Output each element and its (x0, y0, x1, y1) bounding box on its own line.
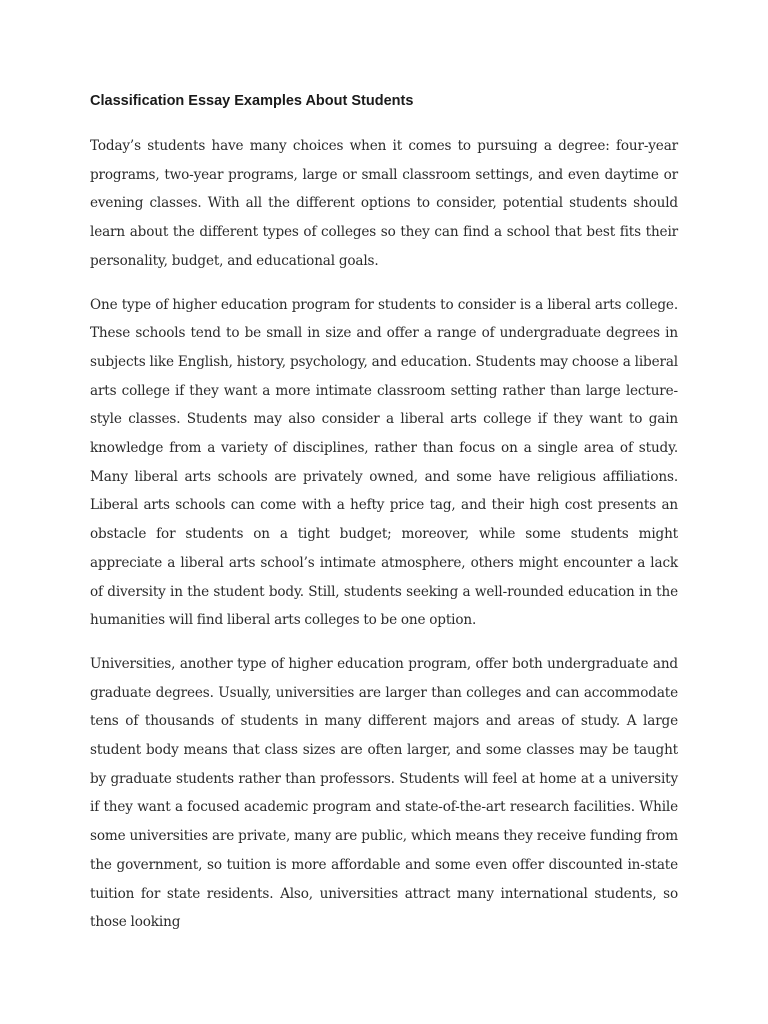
document-title: Classification Essay Examples About Students (90, 93, 414, 109)
paragraph-liberal-arts: One type of higher education program for students to consider is a liberal arts college. These schools tend to be small in size and offer a range of undergraduate degrees in subjects like English, history, psychology, and education. Students may choose a liberal arts college if they want a more intimate classroom setting rather than large lecture-style classes. Students may also consider a liberal arts college if they want to gain knowledge from a variety of disciplines, rather than focus on a single area of study. Many liberal arts schools are privately owned, and some have religious affiliations. Liberal arts schools can come with a hefty price tag, and their high cost presents an obstacle for students on a tight budget; moreover, while some students might appreciate a liberal arts school’s intimate atmosphere, others might encounter a lack of diversity in the student body. Still, students seeking a well-rounded education in the humanities will find liberal arts colleges to be one option. (90, 296, 678, 629)
paragraph-intro: Today’s students have many choices when it comes to pursuing a degree: four-year programs, two-year programs, large or small classroom settings, and even daytime or evening classes. With all the different options to consider, potential students should learn about the different types of colleges so they can find a school that best fits their personality, budget, and educational goals. (90, 138, 678, 269)
paragraph-universities: Universities, another type of higher education program, offer both undergraduate and graduate degrees. Usually, universities are larger than colleges and can accommodate tens of thousands of students in many different majors and areas of study. A large student body means that class sizes are often larger, and some classes may be taught by graduate students rather than professors. Students will feel at home at a university if they want a focused academic program and state-of-the-art research facilities. While some universities are private, many are public, which means they receive funding from the government, so tuition is more affordable and some even offer discounted in-state tuition for state residents. Also, universities attract many international students, so those looking (90, 655, 678, 931)
